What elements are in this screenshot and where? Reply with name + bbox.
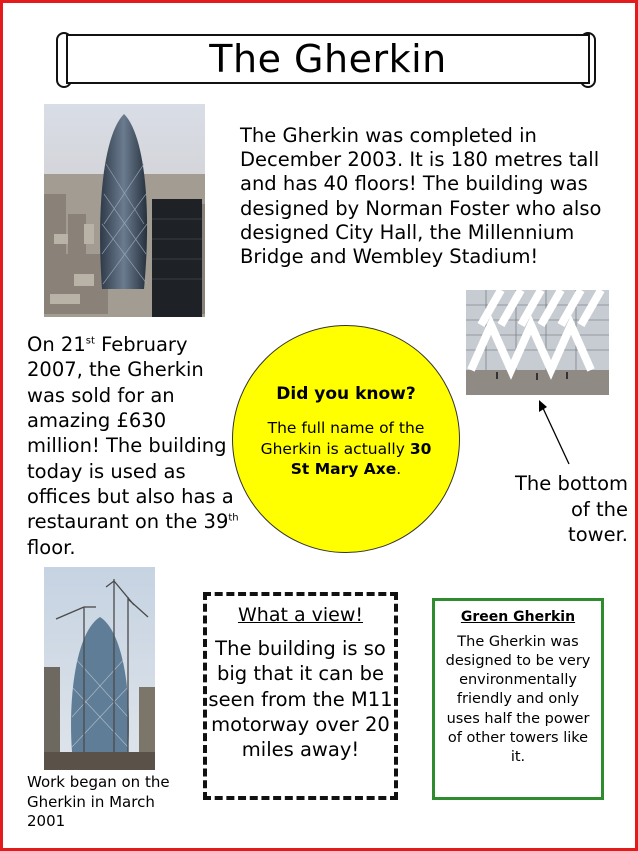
page-title: The Gherkin bbox=[209, 37, 447, 81]
did-you-know-circle bbox=[232, 325, 460, 553]
construction-photo bbox=[44, 567, 155, 770]
view-box bbox=[203, 592, 398, 800]
did-you-know-text: The full name of the Gherkin is actually 30 St Mary Axe. bbox=[260, 418, 432, 479]
green-heading: Green Gherkin bbox=[460, 609, 576, 625]
view-heading: What a view! bbox=[237, 604, 363, 626]
gherkin-city-photo bbox=[44, 104, 205, 317]
tower-base-photo bbox=[466, 290, 609, 395]
view-text: The building is so big that it can be seen from the M11 motorway over 20 miles away! bbox=[208, 637, 393, 762]
tower-base-caption: The bottom of the tower. bbox=[515, 472, 628, 547]
green-text: The Gherkin was designed to be very environmentally friendly and only uses half the power of other towers like it. bbox=[445, 634, 591, 765]
title-banner bbox=[56, 28, 596, 90]
construction-caption: Work began on the Gherkin in March 2001 bbox=[27, 773, 170, 830]
sold-paragraph: On 21st February 2007, the Gherkin was sold for an amazing £630 million! The building today is used as offices but also has a restaurant on the 39th floor. bbox=[27, 333, 239, 559]
did-you-know-heading: Did you know? bbox=[276, 383, 416, 404]
arrow-icon bbox=[535, 398, 575, 468]
title-box bbox=[66, 34, 590, 84]
green-gherkin-box bbox=[432, 598, 604, 800]
intro-paragraph: The Gherkin was completed in December 2003. It is 180 metres tall and has 40 floors! The building was designed by Norman Foster who also designed City Hall, the Millennium Bridge and Wembley Stadium! bbox=[240, 124, 602, 268]
